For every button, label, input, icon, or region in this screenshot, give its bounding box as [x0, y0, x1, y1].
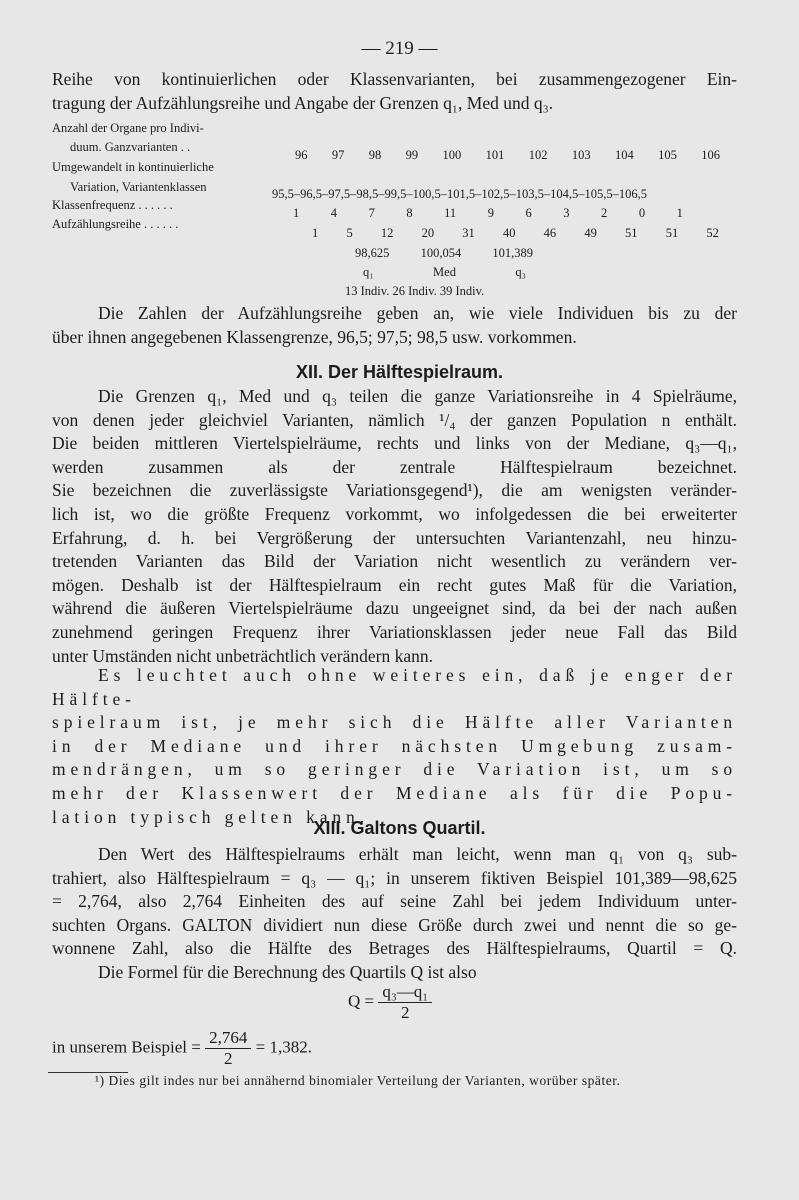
- text-line: tragung der Aufzählungsreihe und Angabe der Grenzen q₁, Med und q₃.: [52, 92, 554, 113]
- text-line: über ihnen angegebenen Klassengrenze, 96,5; 97,5; 98,5 usw. vorkommen.: [52, 326, 577, 347]
- table-cell: q₃: [515, 265, 526, 279]
- table-cell: 51: [665, 226, 679, 240]
- formula-prefix: in unserem Beispiel =: [52, 1037, 201, 1057]
- table-cell: 11: [444, 206, 457, 220]
- table-cell: 103: [571, 148, 591, 162]
- table-cell: 52: [706, 226, 719, 240]
- text-line: Die Formel für die Berechnung des Quartils Q ist also: [98, 961, 477, 982]
- formula-quartil: [348, 982, 432, 1023]
- table-cell: 9: [487, 206, 494, 220]
- text-line: wonnene Zahl, also die Hälfte des Betrages des Hälftespielraums, Quartil = Q.: [52, 938, 737, 959]
- text-line: mögen. Deshalb ist der Hälftespielraum ein recht gutes Maß für die Variation,: [52, 574, 737, 595]
- table-cell: 49: [584, 226, 597, 240]
- text-line: werden zusammen als der zentrale Hälftespielraum bezeichnet.: [52, 456, 737, 477]
- fraction-denominator: 2: [224, 1049, 233, 1068]
- section-heading-xii: XII. Der Hälftespielraum.: [295, 362, 504, 382]
- table-cell: 102: [528, 148, 548, 162]
- formula-lhs: Q =: [348, 991, 375, 1011]
- fraction-denominator: 2: [401, 1003, 410, 1022]
- grenzen-label-row: [363, 265, 526, 280]
- row-label: Umgewandelt in kontinuierliche: [52, 160, 214, 174]
- formula-example: [52, 1028, 312, 1069]
- text-line: von denen jeder gleichviel Varianten, nämlich ¹/₄ der ganzen Population n enthält.: [52, 409, 737, 430]
- intro-paragraph: [52, 68, 737, 115]
- ganzvarianten-row: [295, 148, 720, 163]
- text-line: Die Zahlen der Aufzählungsreihe geben an, wie viele Individuen bis zu der: [98, 303, 737, 323]
- grenzen-row: [355, 246, 533, 261]
- aufzaehlung-row: [312, 226, 719, 241]
- table-cell: 8: [406, 206, 413, 220]
- table-cell: 2: [601, 206, 608, 220]
- indiv-row: 13 Indiv. 26 Indiv. 39 Indiv.: [345, 284, 485, 298]
- row-label: Variation, Variantenklassen: [70, 180, 207, 194]
- formula-result: = 1,382.: [255, 1037, 312, 1057]
- section-heading-xiii: XIII. Galtons Quartil.: [313, 818, 486, 838]
- table-cell: 51: [625, 226, 638, 240]
- paragraph-3: [52, 664, 737, 829]
- text-line: lation typisch gelten kann.: [52, 806, 369, 827]
- text-line: Die beiden mittleren Viertelspielräume, rechts und links von der Mediane, q₃—q₁,: [52, 433, 737, 454]
- table-cell: 40: [502, 226, 516, 240]
- fraction-numerator: 2,764: [205, 1028, 251, 1049]
- text-line: in der Mediane und ihrer nächsten Umgebung zusam-: [52, 735, 737, 756]
- table-cell: Med: [433, 265, 456, 279]
- table-cell: 98: [368, 148, 382, 162]
- table-cell: 1: [312, 226, 319, 240]
- text-line: unter Umständen nicht unbeträchtlich verändern kann.: [52, 645, 433, 666]
- formula-fraction: [205, 1028, 251, 1069]
- paragraph-2: [52, 385, 737, 668]
- text-line: tretenden Varianten das Bild der Variation nicht wesentlich zu verändern ver-: [52, 551, 737, 572]
- footnote: ¹) Dies gilt indes nur bei annähernd binomialer Verteilung der Varianten, worüber später.: [95, 1073, 621, 1088]
- table-cell: 101: [485, 148, 505, 162]
- fraction-numerator: q₃—q₁: [378, 982, 432, 1003]
- text-line: Erfahrung, d. h. bei Vergrößerung der untersuchten Variantenzahl, neu hinzu-: [52, 527, 737, 548]
- text-line: suchten Organs. GALTON dividiert nun diese Größe durch zwei und nennt die so ge-: [52, 914, 737, 935]
- text-line: Die Grenzen q₁, Med und q₃ teilen die ganze Variationsreihe in 4 Spielräume,: [98, 386, 737, 406]
- table-cell: 1: [293, 206, 300, 220]
- text-line: zunehmend geringen Frequenz ihrer Variationsklassen jeder neue Fall das Bild: [52, 621, 737, 642]
- table-cell: q₁: [363, 265, 374, 279]
- table-cell: 5: [346, 226, 353, 240]
- table-cell: 1: [676, 206, 683, 220]
- table-cell: 4: [330, 206, 338, 220]
- table-cell: 96: [295, 148, 308, 162]
- text-line: Den Wert des Hälftespielraums erhält man leicht, wenn man q₁ von q₃ sub-: [98, 844, 737, 864]
- table-cell: 101,389: [492, 246, 533, 260]
- table-cell: 3: [563, 206, 570, 220]
- table-cell: 31: [462, 226, 475, 240]
- table-cell: 105: [658, 148, 677, 162]
- table-cell: 0: [638, 206, 646, 220]
- text-line: Reihe von kontinuierlichen oder Klassenvarianten, bei zusammengezogener Ein-: [52, 69, 737, 89]
- text-line: = 2,764, also 2,764 Einheiten des auf seine Zahl bei jedem Individuum unter-: [52, 891, 737, 912]
- row-label: Anzahl der Organe pro Indivi-: [52, 121, 204, 135]
- table-cell: 100: [442, 148, 462, 162]
- table-cell: 12: [380, 226, 394, 240]
- table-cell: 46: [543, 226, 557, 240]
- table-cell: 7: [368, 206, 375, 220]
- table-cell: 6: [525, 206, 532, 220]
- text-line: während die äußeren Viertelspielräume dazu ungeeignet sind, da bei der nach außen: [52, 598, 737, 619]
- table-cell: 100,054: [420, 246, 462, 260]
- formula-fraction: [378, 982, 432, 1023]
- text-line: Es leuchtet auch ohne weiteres ein, daß je enger der Hälfte-: [52, 665, 737, 709]
- table-cell: 99: [405, 148, 419, 162]
- row-label: Aufzählungsreihe . . . . . .: [52, 217, 179, 231]
- text-line: mehr der Klassenwert der Mediane als für die Popu-: [52, 782, 737, 803]
- text-line: spielraum ist, je mehr sich die Hälfte aller Varianten: [52, 712, 737, 733]
- text-line: lich ist, wo die größte Frequenz vorkommt, wo infolgedessen die bei erweiterter: [52, 503, 737, 524]
- page-number: — 219 —: [361, 38, 438, 59]
- text-line: Sie bezeichnen die zuverlässigste Variationsgegend¹), die am wenigsten veränder-: [52, 480, 737, 501]
- row-label: Klassenfrequenz . . . . . .: [52, 198, 173, 212]
- frequenz-row: [293, 206, 683, 221]
- table-cell: 106: [701, 148, 720, 162]
- text-line: mendrängen, um so geringer die Variation ist, um so: [52, 759, 737, 780]
- paragraph-4: [52, 843, 737, 985]
- text-line: trahiert, also Hälftespielraum = q₃ — q₁; in unserem fiktiven Beispiel 101,389—98,625: [52, 867, 737, 888]
- paragraph-1: [52, 302, 737, 349]
- klassen-row: 95,5–96,5–97,5–98,5–99,5–100,5–101,5–102,5–103,5–104,5–105,5–106,5: [272, 187, 647, 201]
- table-cell: 20: [421, 226, 435, 240]
- table-cell: 104: [615, 148, 634, 162]
- table-cell: 97: [331, 148, 345, 162]
- row-label: duum. Ganzvarianten . .: [70, 140, 191, 154]
- table-cell: 98,625: [355, 246, 390, 260]
